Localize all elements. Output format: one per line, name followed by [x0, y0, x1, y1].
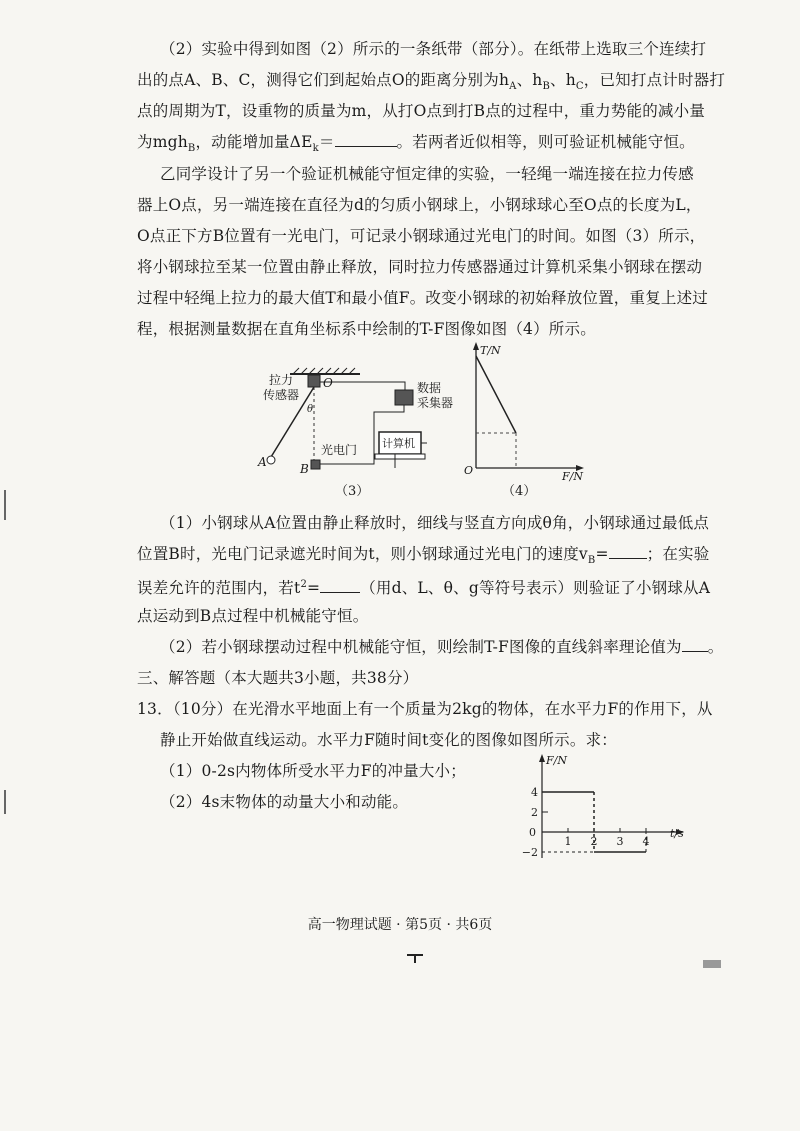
ft-x-tick-label: 4	[642, 835, 650, 848]
ft-x-tick-label: 2	[590, 835, 598, 848]
data-collector	[395, 390, 413, 405]
answer-blank-ek[interactable]	[335, 132, 397, 147]
figure-4-tf-graph	[458, 340, 588, 500]
para-line-5: 乙同学设计了另一个验证机械能守恒定律的实验，一轻绳一端连接在拉力传感	[160, 165, 694, 183]
para-line-7: O点正下方B位置有一光电门，可记录小钢球通过光电门的时间。如图（3）所示，	[137, 227, 706, 245]
question-2-line: （2）若小钢球摆动过程中机械能守恒，则绘制T-F图像的直线斜率理论值为 。	[160, 638, 724, 656]
question-1-line-3: 误差允许的范围内，若$t^2=$ （用d、L、θ、g等符号表示）则验证了小钢球从A	[137, 579, 711, 598]
para-line-1: （2）实验中得到如图（2）所示的一条纸带（部分）。在纸带上选取三个连续打	[160, 40, 707, 58]
para-line-2: 出的点A、B、C，测得它们到起始点O的距离分别为$h_A$、$h_B$、$h_C$，已知打点计时器打	[137, 71, 726, 93]
problem-13-line-1: 13．（10分）在光滑水平地面上有一个质量为2kg的物体，在水平力F的作用下，从	[137, 700, 713, 718]
answer-blank-vb[interactable]	[609, 544, 647, 559]
label-computer: 计算机	[382, 437, 415, 450]
tf-line	[476, 356, 516, 433]
para-line-9: 过程中轻绳上拉力的最大值T和最小值F。改变小钢球的初始释放位置，重复上述过	[137, 289, 708, 307]
label-point-a: A	[258, 455, 267, 469]
problem-13-line-2: 静止开始做直线运动。水平力F随时间t变化的图像如图所示。求：	[160, 731, 617, 749]
footer-mark	[414, 955, 416, 963]
problem-13-line-4: （2）4s末物体的动量大小和动能。	[160, 793, 409, 811]
label-sensor-1: 拉力	[269, 373, 294, 387]
para-line-4: 为mgh$_B$，动能增加量$\Delta E_k=$ 。若两者近似相等，则可验证机械能守恒。	[137, 133, 695, 155]
ft-y-tick-label: −2	[521, 846, 538, 859]
label-photogate: 光电门	[321, 443, 358, 457]
question-1-line-4: 点运动到B点过程中机械能守恒。	[137, 607, 369, 625]
fig4-origin: O	[464, 464, 474, 477]
ft-x-label: t/s	[670, 827, 684, 840]
ft-x-tick-label: 3	[616, 835, 624, 848]
label-point-b: B	[300, 462, 309, 476]
label-sensor-2: 传感器	[263, 388, 300, 402]
scan-mark	[703, 960, 721, 968]
binder-mark	[4, 790, 6, 814]
steel-ball	[267, 456, 275, 464]
para-line-6: 器上O点，另一端连接在直径为d的匀质小钢球上，小钢球球心至O点的长度为L，	[137, 196, 702, 214]
answer-blank-slope[interactable]	[682, 637, 708, 652]
question-1-line-2: 位置B时，光电门记录遮光时间为t，则小钢球通过光电门的速度$v_B=$ ；在实验	[137, 545, 710, 567]
figure-ft-graph	[520, 750, 695, 865]
question-1-line-1: （1）小钢球从A位置由静止释放时，细线与竖直方向成θ角，小钢球通过最低点	[160, 514, 710, 532]
ft-y-tick-label: 4	[531, 786, 538, 799]
page-footer: 高一物理试题 · 第5页 · 共6页	[307, 917, 493, 933]
fig4-y-label: T/N	[480, 344, 501, 357]
section-3-heading: 三、解答题（本大题共3小题，共38分）	[137, 669, 419, 687]
label-collector-1: 数据	[417, 381, 442, 395]
para-line-10: 程，根据测量数据在直角坐标系中绘制的T-F图像如图（4）所示。	[137, 320, 596, 338]
ft-x-tick-label: 1	[564, 835, 572, 848]
ft-origin: 0	[529, 826, 536, 839]
para-line-3: 点的周期为T，设重物的质量为m，从打O点到打B点的过程中，重力势能的减小量	[137, 102, 706, 120]
label-collector-2: 采集器	[417, 396, 454, 410]
figure-4-caption: （4）	[502, 484, 537, 499]
label-point-o: O	[323, 376, 333, 390]
fig4-x-label: F/N	[562, 470, 583, 483]
ft-y-label: F/N	[546, 754, 567, 767]
force-sensor	[308, 375, 320, 387]
ft-y-tick-label: 2	[531, 806, 538, 819]
answer-blank-t2[interactable]	[320, 578, 360, 593]
binder-mark	[4, 490, 6, 520]
figure-3-apparatus	[255, 340, 454, 500]
figure-3-caption: （3）	[335, 484, 370, 499]
photogate	[311, 460, 320, 469]
label-theta: θ	[307, 404, 314, 415]
para-line-8: 将小钢球拉至某一位置由静止释放，同时拉力传感器通过计算机采集小钢球在摆动	[137, 258, 703, 276]
problem-13-line-3: （1）0-2s内物体所受水平力F的冲量大小；	[160, 762, 466, 780]
